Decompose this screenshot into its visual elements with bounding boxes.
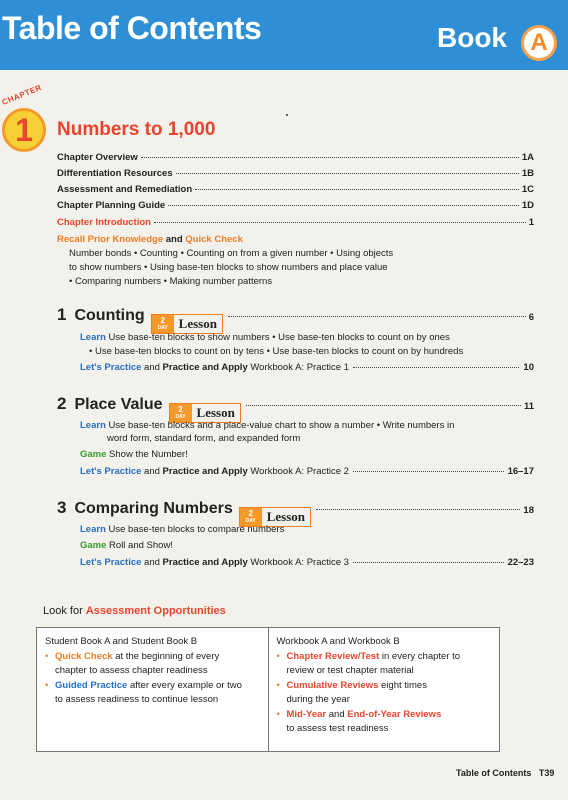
bullet-mid: and: [326, 709, 348, 720]
practice-row-2: [80, 466, 534, 477]
bullet-item: [277, 650, 492, 678]
dot-leader: [195, 189, 519, 190]
learn-label: Learn: [80, 524, 106, 535]
lesson-heading-2: [57, 394, 534, 420]
learn-text: Use base-ten blocks to show numbers • Use base-ten blocks to count on by ones: [108, 332, 450, 343]
lesson-page: 11: [523, 401, 534, 412]
bullet-line2: chapter to assess chapter readiness: [55, 665, 208, 676]
bullet-line2: review or test chapter material: [286, 665, 414, 676]
toc-entry-page: 1C: [521, 184, 534, 195]
bullet-icon: •: [276, 709, 280, 720]
lesson-word: Lesson: [196, 405, 235, 420]
game-line: [80, 449, 188, 460]
look-for-text: Look for: [43, 605, 86, 617]
dot-leader: [168, 205, 519, 206]
recall-desc-line: to show numbers • Using base-ten blocks to show numbers and place value: [69, 262, 388, 273]
workbook-ref: Workbook A: Practice 1: [250, 362, 349, 373]
learn-line-cont: • Use base-ten blocks to count on by tens • Use base-ten blocks to count on by hundreds: [89, 346, 464, 357]
day-word: DAY: [245, 518, 256, 524]
recall-desc-line: • Comparing numbers • Making number patterns: [69, 276, 273, 287]
practice-apply-label: Practice and Apply: [162, 362, 248, 373]
toc-entry-page: 1A: [521, 152, 534, 163]
lesson-page: 6: [528, 312, 534, 323]
workbook-ref: Workbook A: Practice 3: [250, 557, 349, 568]
learn-line: [80, 524, 284, 535]
toc-entry-label: Assessment and Remediation: [57, 184, 193, 195]
dot-leader: [154, 222, 526, 223]
game-text: Show the Number!: [109, 449, 188, 460]
toc-entry-label: Chapter Overview: [57, 152, 138, 163]
toc-entry-introduction: [57, 217, 534, 228]
chapter-title: Numbers to 1,000: [57, 119, 216, 140]
day-count: 2: [160, 316, 165, 325]
lesson-day-badge: [151, 314, 223, 334]
game-line: [80, 540, 173, 551]
dot-leader: [228, 316, 526, 317]
student-book-column: [37, 628, 268, 751]
bullet-key: Guided Practice: [55, 680, 128, 691]
lets-practice-label: Let's Practice: [80, 362, 142, 373]
recall-desc-line: Number bonds • Counting • Counting on from a given number • Using objects: [69, 248, 394, 259]
bullet-key: Mid-Year: [286, 709, 327, 720]
bullet-icon: •: [276, 651, 280, 662]
assessment-highlight: Assessment Opportunities: [85, 605, 226, 617]
chapter-number: 1: [15, 112, 33, 148]
recall-and: and: [163, 234, 186, 245]
lesson-title: Place Value: [74, 396, 163, 413]
bullet-item: [45, 650, 260, 678]
bullet-item: [277, 679, 492, 707]
learn-line: [80, 332, 450, 343]
practice-apply-label: Practice and Apply: [162, 557, 248, 568]
lesson-title: Counting: [74, 307, 145, 324]
lesson-page: 18: [523, 505, 534, 516]
footer-page-number: T39: [538, 768, 555, 778]
toc-entry-label: Differentiation Resources: [57, 168, 173, 179]
column-heading: Student Book A and Student Book B: [45, 636, 198, 647]
workbook-column: [268, 628, 500, 751]
day-word: DAY: [157, 325, 168, 331]
toc-entry-label: Chapter Planning Guide: [57, 200, 166, 211]
bullet-item: [45, 679, 260, 707]
lesson-number: 3: [57, 498, 67, 517]
practice-apply-label: Practice and Apply: [162, 466, 248, 477]
workbook-page: 22–23: [507, 557, 534, 568]
toc-entry-planning: [57, 200, 534, 211]
dot-leader: [141, 157, 519, 158]
lesson-heading-3: [57, 498, 534, 524]
lesson-number: 1: [57, 305, 67, 324]
book-label: Book: [437, 22, 507, 53]
bullet-rest: at the beginning of every: [112, 651, 220, 662]
dot-leader: [353, 367, 519, 368]
book-letter-badge: A: [521, 25, 557, 61]
learn-label: Learn: [80, 420, 106, 431]
workbook-ref: Workbook A: Practice 2: [250, 466, 349, 477]
workbook-page: 16–17: [507, 466, 534, 477]
assessment-box: [36, 627, 500, 752]
bullet-rest: after every example or two: [127, 680, 242, 691]
toc-entry-page: 1D: [521, 200, 534, 211]
and-text: and: [141, 362, 163, 373]
lesson-word: Lesson: [266, 509, 306, 524]
dot-leader: [353, 562, 504, 563]
practice-row-3: [80, 557, 534, 568]
learn-line-cont: word form, standard form, and expanded form: [107, 433, 301, 444]
header-banner: [0, 0, 568, 70]
lets-practice-label: Let's Practice: [80, 466, 142, 477]
toc-entry-assessment: [57, 184, 534, 195]
bullet-line2: to assess readiness to continue lesson: [55, 694, 219, 705]
bullet-icon: •: [276, 680, 280, 691]
lesson-heading-1: [57, 305, 534, 331]
bullet-rest: eight times: [378, 680, 427, 691]
game-label: Game: [80, 449, 107, 460]
toc-entry-page: 1: [528, 217, 534, 228]
print-speck: [286, 114, 288, 116]
day-count: 2: [248, 509, 253, 518]
dot-leader: [176, 173, 519, 174]
assessment-intro: [43, 605, 226, 617]
bullet-rest: in every chapter to: [379, 651, 461, 662]
and-text: and: [141, 466, 163, 477]
learn-text: Use base-ten blocks and a place-value chart to show a number • Write numbers in: [108, 420, 455, 431]
and-text: and: [141, 557, 163, 568]
lesson-title: Comparing Numbers: [74, 500, 233, 517]
toc-entry-overview: [57, 152, 534, 163]
chapter-number-badge: [2, 108, 46, 152]
column-heading: Workbook A and Workbook B: [276, 636, 400, 647]
bullet-item: [277, 708, 492, 736]
bullet-key: Cumulative Reviews: [286, 680, 379, 691]
toc-entry-label: Chapter Introduction: [57, 217, 151, 228]
recall-label: Recall Prior Knowledge: [57, 234, 164, 245]
dot-leader: [353, 471, 504, 472]
page-footer: [456, 768, 554, 778]
bullet-icon: •: [45, 651, 49, 662]
dot-leader: [246, 405, 521, 406]
toc-entry-differentiation: [57, 168, 534, 179]
quick-check-label: Quick Check: [185, 234, 243, 245]
lets-practice-label: Let's Practice: [80, 557, 142, 568]
lesson-word: Lesson: [178, 316, 217, 331]
bullet-line2: during the year: [286, 694, 350, 705]
bullet-key: Chapter Review/Test: [286, 651, 380, 662]
bullet-line2: to assess test readiness: [286, 723, 389, 734]
footer-label: Table of Contents: [456, 768, 532, 778]
toc-entry-page: 1B: [521, 168, 534, 179]
recall-heading: [57, 234, 243, 245]
lesson-number: 2: [57, 394, 67, 413]
page-title: Table of Contents: [2, 10, 262, 46]
bullet-key2: End-of-Year Reviews: [347, 709, 442, 720]
learn-line: [80, 420, 454, 431]
bullet-key: Quick Check: [55, 651, 113, 662]
bullet-icon: •: [45, 680, 49, 691]
practice-row-1: [80, 362, 534, 373]
game-label: Game: [80, 540, 107, 551]
chapter-word: CHAPTER: [0, 82, 44, 107]
day-count: 2: [178, 405, 183, 414]
workbook-page: 10: [523, 362, 534, 373]
dot-leader: [316, 509, 520, 510]
learn-text: Use base-ten blocks to compare numbers: [108, 524, 285, 535]
game-text: Roll and Show!: [109, 540, 173, 551]
day-word: DAY: [175, 414, 186, 420]
learn-label: Learn: [80, 332, 106, 343]
